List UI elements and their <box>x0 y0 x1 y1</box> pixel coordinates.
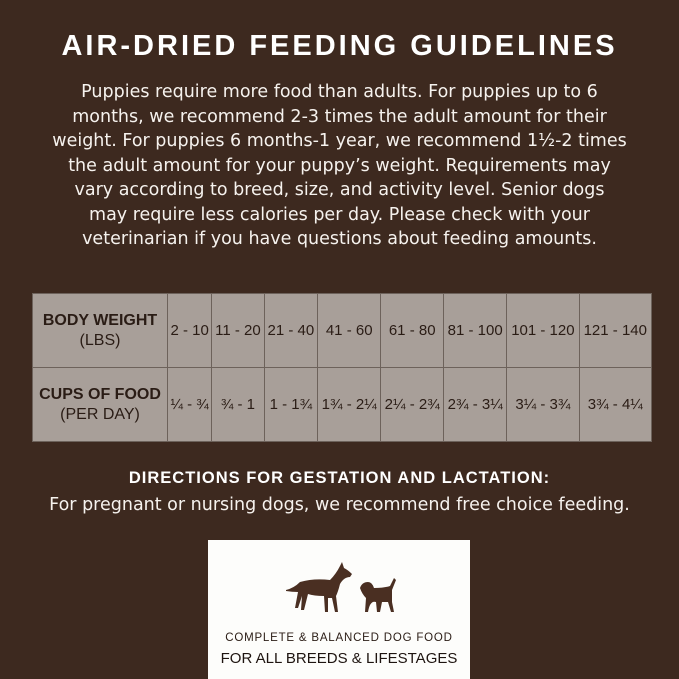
weight-cell: 61 - 80 <box>381 294 444 368</box>
dogs-icon <box>280 560 400 622</box>
cups-cell: 3¾ - 4¼ <box>579 368 651 442</box>
cups-cell: ¼ - ¾ <box>168 368 212 442</box>
intro-line: the adult amount for your puppy’s weight. Requirements may <box>68 155 611 176</box>
weight-cell: 11 - 20 <box>212 294 264 368</box>
weight-cell: 21 - 40 <box>264 294 318 368</box>
row-header-weight <box>33 294 168 368</box>
intro-line: months, we recommend 2-3 times the adult amount for their <box>72 106 607 127</box>
page-title: AIR-DRIED FEEDING GUIDELINES <box>61 30 618 62</box>
cups-cell: 2¼ - 2¾ <box>381 368 444 442</box>
weight-cell: 2 - 10 <box>168 294 212 368</box>
table-row-weight <box>33 294 652 368</box>
cups-cell: 1¾ - 2¼ <box>318 368 381 442</box>
badge-line-2: FOR ALL BREEDS & LIFESTAGES <box>220 650 458 667</box>
table-row-cups <box>33 368 652 442</box>
intro-line: Puppies require more food than adults. For puppies up to 6 <box>81 82 598 102</box>
cups-cell: 3¼ - 3¾ <box>507 368 579 442</box>
weight-cell: 41 - 60 <box>318 294 381 368</box>
intro-line: veterinarian if you have questions about feeding amounts. <box>82 229 597 249</box>
weight-cell: 81 - 100 <box>444 294 507 368</box>
row-header-unit: (LBS) <box>79 331 121 349</box>
row-header-label: BODY WEIGHT <box>42 311 158 329</box>
row-header-unit: (PER DAY) <box>60 405 140 423</box>
weight-cell: 121 - 140 <box>579 294 651 368</box>
intro-line: weight. For puppies 6 months-1 year, we recommend 1½-2 times <box>52 131 627 151</box>
intro-paragraph <box>0 80 679 252</box>
cups-cell: ¾ - 1 <box>212 368 264 442</box>
cups-cell: 2¾ - 3¼ <box>444 368 507 442</box>
weight-cell: 101 - 120 <box>507 294 579 368</box>
row-header-label: CUPS OF FOOD <box>39 385 161 403</box>
row-header-cups <box>33 368 168 442</box>
cups-cell: 1 - 1¾ <box>264 368 318 442</box>
directions-title: DIRECTIONS FOR GESTATION AND LACTATION: <box>128 469 551 487</box>
badge-line-1: COMPLETE & BALANCED DOG FOOD <box>225 632 453 644</box>
product-badge <box>208 540 470 679</box>
intro-line: may require less calories per day. Please check with your <box>89 204 590 225</box>
feeding-table <box>32 293 652 442</box>
intro-line: vary according to breed, size, and activity level. Senior dogs <box>74 180 605 200</box>
directions-text: For pregnant or nursing dogs, we recommend free choice feeding. <box>49 495 630 515</box>
